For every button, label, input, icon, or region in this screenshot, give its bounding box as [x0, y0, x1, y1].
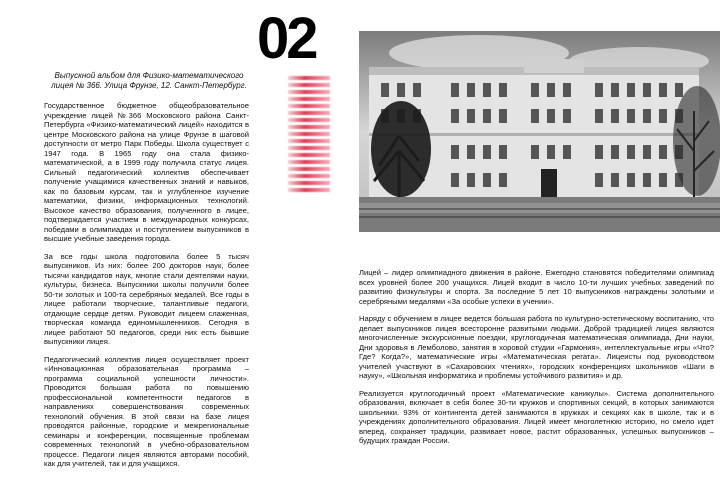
- album-caption: Выпускной альбом для Физико-математического лицея № 366. Улица Фрунзе, 12. Санкт-Петербург.: [51, 71, 247, 90]
- school-building-photo: [359, 31, 720, 232]
- right-text-column: [359, 268, 714, 454]
- paragraph: За все годы школа подготовила более 5 тысяч выпускников. Из них: более 200 докторов наук, более тысячи кандидатов наук, многие стали деятелями науки, культуры, бизнеса. Выпускники школы получили более 50-ти золотых и 100-та серебряных медалей. Все годы в лицее работали творческие, талантливые педагоги, отдающие сердце детям. Руководит лицеем слаженная, творческая команда единомышленников. Сегодня в лицее работают 50 педагогов, среди них есть бывшие выпускники лицея.: [44, 251, 249, 346]
- paragraph: Педагогический коллектив лицея осуществляет проект «Инновационная образовательная программа – программа социальной успешности личности». Проводится большая работа по повышению профессиональной компетентности педагогов в направлениях совершенствования современных технологий обучения. В этой связи на базе лицея проводятся районные, городские и межрегиональные семинары и конференции, посвященные проблемам современных технологий в учебно-образовательном процессе. Педагоги лицея являются авторами пособий, как для учителей, так и для учащихся.: [44, 354, 249, 468]
- paragraph: Реализуется круглогодичный проект «Математические каникулы». Система дополнительного образования, включает в себя более 30-ти кружков и спортивных секций, в которых занимаются школьники. 93% от контингента детей занимаются в кружках и секциях как в школе, так и в учреждениях дополнительного образования. Лицей имеет многолетнюю историю, но смело идет вперед, сохраняет традиции, развивает новое, растит образованных, успешных выпускников – будущих граждан России.: [359, 388, 714, 445]
- page-number: 02: [257, 6, 316, 71]
- paragraph: Лицей – лидер олимпиадного движения в районе. Ежегодно становятся победителями олимпиад всех уровней более 200 учащихся. Лицей входит в число 10-ти лучших учебных заведений по развитию физкультуры и спорта. За последние 5 лет 10 выпускников награждены золотыми и серебряными медалями «За особые успехи в учении».: [359, 268, 714, 306]
- decorative-red-stripes: [288, 76, 330, 195]
- paragraph: Государственное бюджетное общеобразовательное учреждение лицей №366 Московского района Санкт-Петербурга «Физико-математический лицей» находится в центре Московского района на улице Фрунзе в шаговой доступности от метро Парк Победы. Школа существует с 1947 года. В 1965 году она стала физико-математической, а в 1999 году получила статус лицея. Сильный педагогический коллектив обеспечивает получение учащимися качественных знаний и навыков, как по базовым курсам, так и углубленное изучение математики, физики, информационных технологий. Высокое качество образования, полученного в лицее, подтверждается участием в международных конкурсах, победами в олимпиадах и поступлением выпускников в высшие учебные заведения города.: [44, 101, 249, 243]
- left-text-column: [44, 101, 249, 477]
- paragraph: Наряду с обучением в лицее ведется большая работа по культурно-эстетическому воспитанию, что делает выпускников лицея всесторонне развитыми людьми. Доброй традицией лицея являются многочисленные экскурсионные поездки, круглогодичная математическая олимпиада, Дни науки, Дни здоровья в Лемболово, занятия в хоровой студии «Гармония», интеллектуальные игры «Что? Где? Когда?», математические игры «Математическая регата». Лицеисты под руководством учителей участвуют в «Сахаровских чтениях», городских конференциях школьников «Шаги в науку», «Школьная информатика и проблемы устойчивого развития» и др.: [359, 314, 714, 380]
